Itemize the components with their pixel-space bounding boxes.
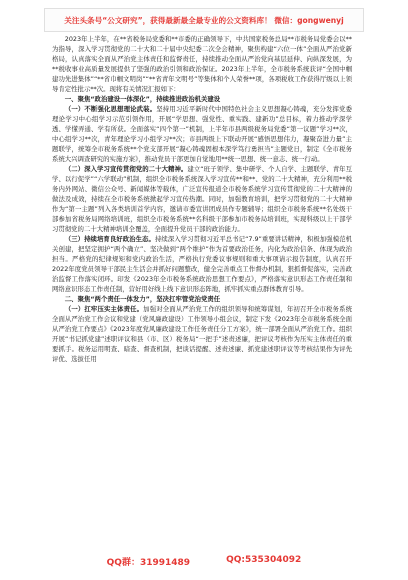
section-1-sub-2-text: 建立“班子领学、集中研学、个人自学、主题联学、青年互学、以行促学”“六学联动”机制，组织全市税务系统深入学习宣传**和**、党的二十大精神，充分利用**税务内外网站、微信公众号、新闻媒体等载体，广泛宣传报道全市税务系统学习宣传贯彻党的二十大精神的做法及成效，持续在全市税务系统掀起学习宣传热潮。同时，加强教育培训，把学习贯彻党的二十大精神作为“第一主题”列入各类培训首学内容，邀请市委宣讲团成员作专题辅导；组织全市税务系统**名处级干部参加省税务局网络培训班，组织全市税务系统**名科级干部参加市税务局培训班，实现科级以上干部学习贯彻党的二十大精神培训全覆盖，全面提升党员干部的政治能力。 [52,165,352,233]
section-1-sub-1-heading: （一）不断强化思想理论武装。 [64,105,157,113]
intro-paragraph: 2023年上半年，在**省税务局党委和**市委的正确领导下，中共国家税务总局**市税务局党委会以**为指导，深入学习贯彻党的二十大和二十届中央纪委二次全会精神，聚焦构建“六位一体”全面从严治党新格局，认真落实全面从严治党主体责任和监督责任，持续推动全面从严治党向基层延伸、向纵深发展，为**税收事业高质量发展提供了坚强的政治引领和政治保证。2023年上半年，全市税务系统获评“全国中帼建功先进集体”“**省巾帼文明岗”“**省青年文明号”等集体和个人荣誉**项，各项税收工作获得厅级以上领导肯定性批示**次。现将有关情况汇报如下： [52,35,352,93]
promo-banner [44,8,364,32]
section-2-sub-1-heading: （一）扛牢压实主体责任。 [64,305,144,313]
section-2-sub-1-text: 加强对全面从严治党工作的组织领导和统筹谋划，年初召开全市税务系统全面从严治党工作会议和党建（党风廉政建设）工作领导小组会议，制定下发《2023年全市税务系统全面从严治党工作要点》《2023年度党风廉政建设工作任务责任分工方案》，统一部署全面从严治党工作。组织开展“书记抓党建”述职评议和县（市、区）税务局“一把手”述责述廉，把评议考核作为压实主体责任的重要抓手。税务运用明查、暗查、督查机制，把谈话提醒、述责述廉、抓党建述职评议等考核结果作为评先评优、选拔任用 [52,305,352,363]
qq-number-text: QQ:535304092 [226,555,302,565]
promo-banner-text: 关注头条号“公文研究”，获得最新最全最专业的公文资料库！ 微信：gongwenyj [64,15,344,25]
qq-group-text: QQ群：31991489 [106,558,191,568]
section-1-sub-2-heading: （二）深入学习宣传贯彻党的二十大精神。 [64,165,188,173]
section-1-sub-3-text: 持续深入学习贯彻习近平总书记“7.9”重要讲话精神，积极加强模范机关创建，把坚定拥护“两个确立”、坚决做到“两个维护”作为首要政治任务，内化为政治信条、体现为政治担当。严格党的纪律规矩和党内政治生活，严格执行党委议事规则和重大事项请示报告制度，认真召开2022年度党员领导干部民主生活会并抓好问题整改，健全完善重点工作督办机制，狠抓督促落实，完善政治监督工作落实闭环。印发《2023年全市税务系统政治思想工作要点》，严格落实意识形态工作责任制和网络意识形态工作责任制，营好用好线上线下意识形态阵地，抓牢抓实重点群体教育引导。 [52,235,352,293]
section-1-sub-1-text: 坚持用习近平新时代中国特色社会主义思想凝心铸魂，充分发挥党委理论学习中心组学习示范引领作用，开展“学思想、强党性、重实践、建新功”总目标，着力推动学深学透、学懂弄通、学有所获。全面落实“四个第一”机制，上半年市县两级税务局党委“第一议题”学习**次，中心组学习**次，青年理论学习小组学习**次；市县两级上下联动开展“感悟思想伟力，凝聚奋进力量”主题联学，统筹全市税务系统**个党支部开展“凝心铸魂固根本深学笃行勇担当”主题党日，制定《全市税务系统大兴调查研究的实施方案》，推动党员干部更加自觉地用**统一思想、统一意志、统一行动。 [52,105,352,163]
section-1-heading: 一、聚焦“政治建设一体深化”，持续推进政治机关建设 [64,95,221,103]
document-body [52,34,352,364]
contact-footer [0,555,408,568]
section-2-heading: 二、聚焦“两个责任一体发力”，坚决扛牢管党治党责任 [64,295,221,303]
section-1-sub-3-heading: （三）持续培育良好政治生态。 [64,235,155,243]
